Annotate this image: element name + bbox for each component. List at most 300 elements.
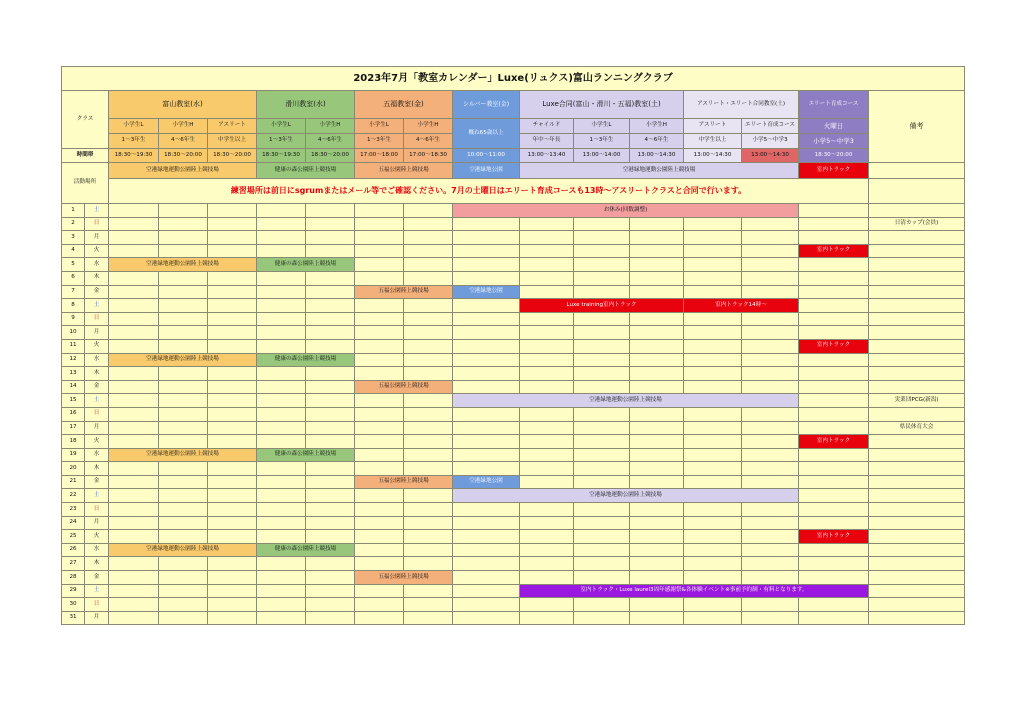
- empty-cell: [159, 285, 208, 299]
- empty-cell: [574, 448, 630, 462]
- empty-cell: [355, 530, 404, 544]
- empty-cell: [404, 217, 453, 231]
- venue-toyama: 空港緑地運動公園陸上競技場: [109, 163, 257, 179]
- grade-label: 小学5～中学3: [742, 134, 799, 149]
- grade-label: 1～3年生: [574, 134, 630, 149]
- empty-cell: [404, 204, 453, 218]
- empty-cell: [799, 571, 869, 585]
- empty-cell: [574, 503, 630, 517]
- empty-cell: [208, 516, 257, 530]
- day-row: [62, 299, 965, 313]
- empty-cell: [574, 543, 630, 557]
- remark-cell: [869, 231, 965, 245]
- empty-cell: [159, 299, 208, 313]
- empty-cell: [742, 258, 799, 272]
- empty-cell: [574, 271, 630, 285]
- empty-cell: [109, 312, 159, 326]
- empty-cell: [306, 312, 355, 326]
- event-cell: 五福公園陸上競技場: [355, 380, 453, 394]
- empty-cell: [453, 543, 520, 557]
- empty-cell: [404, 407, 453, 421]
- empty-cell: [742, 448, 799, 462]
- weekday: 日: [85, 217, 109, 231]
- empty-cell: [453, 258, 520, 272]
- empty-cell: [630, 530, 684, 544]
- venue-elite: 室内トラック: [799, 163, 869, 179]
- empty-cell: [574, 557, 630, 571]
- empty-cell: [109, 611, 159, 625]
- empty-cell: [742, 557, 799, 571]
- empty-cell: [257, 503, 306, 517]
- time-cell: 13:00～14:30: [742, 149, 799, 163]
- empty-cell: [208, 407, 257, 421]
- event-cell: 室内トラック: [799, 530, 869, 544]
- empty-cell: [869, 163, 965, 179]
- empty-cell: [630, 557, 684, 571]
- empty-cell: [520, 285, 574, 299]
- empty-cell: [159, 571, 208, 585]
- empty-cell: [355, 543, 404, 557]
- empty-cell: [257, 421, 306, 435]
- empty-cell: [742, 244, 799, 258]
- empty-cell: [630, 421, 684, 435]
- event-cell: 室内トラック: [799, 339, 869, 353]
- course-label: 小学生H: [306, 119, 355, 134]
- empty-cell: [574, 475, 630, 489]
- empty-cell: [574, 530, 630, 544]
- empty-cell: [630, 285, 684, 299]
- empty-cell: [742, 611, 799, 625]
- empty-cell: [109, 380, 159, 394]
- event-cell: 健康の森公園陸上競技場: [257, 543, 355, 557]
- empty-cell: [520, 407, 574, 421]
- empty-cell: [630, 271, 684, 285]
- empty-cell: [109, 530, 159, 544]
- empty-cell: [404, 339, 453, 353]
- empty-cell: [355, 353, 404, 367]
- empty-cell: [109, 489, 159, 503]
- empty-cell: [453, 584, 520, 598]
- empty-cell: [520, 258, 574, 272]
- empty-cell: [355, 407, 404, 421]
- empty-cell: [355, 299, 404, 313]
- empty-cell: [159, 380, 208, 394]
- empty-cell: [520, 326, 574, 340]
- empty-cell: [520, 462, 574, 476]
- course-label: チャイルド: [520, 119, 574, 134]
- empty-cell: [799, 231, 869, 245]
- empty-cell: [574, 407, 630, 421]
- empty-cell: [742, 543, 799, 557]
- empty-cell: [306, 503, 355, 517]
- event-cell: 室内トラック: [799, 435, 869, 449]
- empty-cell: [404, 326, 453, 340]
- empty-cell: [208, 571, 257, 585]
- empty-cell: [684, 312, 742, 326]
- empty-cell: [453, 271, 520, 285]
- venue-label: 活動場所: [62, 163, 109, 204]
- empty-cell: [684, 367, 742, 381]
- day-number: 4: [62, 244, 85, 258]
- empty-cell: [684, 448, 742, 462]
- empty-cell: [404, 598, 453, 612]
- empty-cell: [799, 380, 869, 394]
- remark-cell: [869, 448, 965, 462]
- day-number: 23: [62, 503, 85, 517]
- day-number: 21: [62, 475, 85, 489]
- empty-cell: [159, 530, 208, 544]
- grade-label: 4～6年生: [159, 134, 208, 149]
- empty-cell: [159, 489, 208, 503]
- empty-cell: [799, 557, 869, 571]
- day-number: 2: [62, 217, 85, 231]
- event-cell: 空港緑地運動公園陸上競技場: [453, 394, 799, 408]
- weekday: 日: [85, 407, 109, 421]
- empty-cell: [574, 367, 630, 381]
- empty-cell: [159, 326, 208, 340]
- empty-cell: [109, 394, 159, 408]
- empty-cell: [404, 299, 453, 313]
- empty-cell: [684, 503, 742, 517]
- time-cell: 18:30～19:30: [109, 149, 159, 163]
- empty-cell: [799, 271, 869, 285]
- empty-cell: [742, 217, 799, 231]
- venue-silver: 空港緑地公園: [453, 163, 520, 179]
- empty-cell: [208, 421, 257, 435]
- empty-cell: [574, 516, 630, 530]
- remark-cell: [869, 557, 965, 571]
- empty-cell: [257, 435, 306, 449]
- event-cell: Luxe training室内トラック: [520, 299, 684, 313]
- empty-cell: [799, 503, 869, 517]
- empty-cell: [159, 271, 208, 285]
- empty-cell: [574, 285, 630, 299]
- empty-cell: [799, 353, 869, 367]
- empty-cell: [799, 299, 869, 313]
- empty-cell: [742, 462, 799, 476]
- empty-cell: [520, 217, 574, 231]
- course-label: 概ね65歳以上: [453, 119, 520, 149]
- time-cell: 18:30～20:00: [208, 149, 257, 163]
- day-number: 8: [62, 299, 85, 313]
- empty-cell: [257, 598, 306, 612]
- event-cell: 空港緑地運動公園陸上競技場: [109, 543, 257, 557]
- empty-cell: [630, 462, 684, 476]
- empty-cell: [574, 326, 630, 340]
- empty-cell: [208, 299, 257, 313]
- empty-cell: [404, 353, 453, 367]
- weekday: 日: [85, 503, 109, 517]
- empty-cell: [574, 353, 630, 367]
- day-number: 11: [62, 339, 85, 353]
- empty-cell: [630, 312, 684, 326]
- weekday: 土: [85, 299, 109, 313]
- empty-cell: [742, 271, 799, 285]
- empty-cell: [404, 312, 453, 326]
- notes-label: 備考: [869, 91, 965, 163]
- course-label: 小学生H: [159, 119, 208, 134]
- empty-cell: [630, 516, 684, 530]
- event-cell: 空港緑地運動公園陸上競技場: [109, 448, 257, 462]
- empty-cell: [306, 584, 355, 598]
- time-label: 時間帯: [62, 149, 109, 163]
- empty-cell: [257, 339, 306, 353]
- day-row: [62, 367, 965, 381]
- weekday: 土: [85, 204, 109, 218]
- empty-cell: [799, 475, 869, 489]
- empty-cell: [208, 394, 257, 408]
- empty-cell: [355, 258, 404, 272]
- empty-cell: [159, 204, 208, 218]
- empty-cell: [404, 394, 453, 408]
- empty-cell: [630, 339, 684, 353]
- empty-cell: [109, 217, 159, 231]
- empty-cell: [257, 407, 306, 421]
- grade-label: 4～6年生: [630, 134, 684, 149]
- event-cell: 健康の森公園陸上競技場: [257, 448, 355, 462]
- grade-label: 1～3年生: [355, 134, 404, 149]
- empty-cell: [159, 611, 208, 625]
- remark-cell: [869, 299, 965, 313]
- empty-cell: [520, 557, 574, 571]
- empty-cell: [257, 489, 306, 503]
- day-row: [62, 231, 965, 245]
- empty-cell: [208, 271, 257, 285]
- empty-cell: [208, 557, 257, 571]
- empty-cell: [520, 339, 574, 353]
- event-cell: 室内トラック・Luxe laurel3周年感謝祭&各体験イベント※事前予約制・有料となります。: [520, 584, 869, 598]
- remark-cell: [869, 312, 965, 326]
- remark-cell: [869, 353, 965, 367]
- remark-cell: 日清カップ(会員): [869, 217, 965, 231]
- empty-cell: [520, 367, 574, 381]
- course-label: 小学生L: [355, 119, 404, 134]
- empty-cell: [574, 312, 630, 326]
- practice-notice: 練習場所は前日にsgrumまたはメール等でご確認ください。7月の土曜日はエリート育成コースも13時～アスリートクラスと合同で行います。: [109, 179, 869, 204]
- weekday: 月: [85, 326, 109, 340]
- course-label: アスリート: [208, 119, 257, 134]
- empty-cell: [306, 244, 355, 258]
- day-number: 3: [62, 231, 85, 245]
- empty-cell: [355, 557, 404, 571]
- empty-cell: [630, 598, 684, 612]
- remark-cell: [869, 611, 965, 625]
- empty-cell: [404, 584, 453, 598]
- empty-cell: [520, 543, 574, 557]
- empty-cell: [630, 543, 684, 557]
- empty-cell: [109, 204, 159, 218]
- empty-cell: [257, 380, 306, 394]
- empty-cell: [684, 462, 742, 476]
- empty-cell: [109, 244, 159, 258]
- empty-cell: [355, 611, 404, 625]
- event-cell: お休み(回数調整): [453, 204, 799, 218]
- empty-cell: [306, 475, 355, 489]
- grade-label: 小学5～中学3: [799, 134, 869, 149]
- empty-cell: [799, 258, 869, 272]
- empty-cell: [355, 367, 404, 381]
- empty-cell: [520, 475, 574, 489]
- empty-cell: [257, 557, 306, 571]
- classroom-athlete-elite: アスリート・エリート合同教室(土): [684, 91, 799, 119]
- empty-cell: [109, 503, 159, 517]
- empty-cell: [404, 516, 453, 530]
- empty-cell: [159, 394, 208, 408]
- course-label: 火曜日: [799, 119, 869, 134]
- remark-cell: [869, 407, 965, 421]
- empty-cell: [742, 231, 799, 245]
- day-row: [62, 543, 965, 557]
- empty-cell: [306, 571, 355, 585]
- day-number: 19: [62, 448, 85, 462]
- empty-cell: [257, 217, 306, 231]
- empty-cell: [109, 285, 159, 299]
- empty-cell: [355, 271, 404, 285]
- empty-cell: [404, 244, 453, 258]
- empty-cell: [630, 244, 684, 258]
- empty-cell: [159, 231, 208, 245]
- empty-cell: [208, 435, 257, 449]
- empty-cell: [799, 367, 869, 381]
- empty-cell: [306, 530, 355, 544]
- empty-cell: [306, 380, 355, 394]
- empty-cell: [208, 530, 257, 544]
- empty-cell: [208, 312, 257, 326]
- empty-cell: [109, 339, 159, 353]
- day-number: 12: [62, 353, 85, 367]
- empty-cell: [453, 326, 520, 340]
- empty-cell: [574, 258, 630, 272]
- empty-cell: [742, 475, 799, 489]
- empty-cell: [453, 421, 520, 435]
- empty-cell: [159, 462, 208, 476]
- day-row: [62, 571, 965, 585]
- empty-cell: [208, 489, 257, 503]
- empty-cell: [208, 367, 257, 381]
- empty-cell: [453, 462, 520, 476]
- empty-cell: [869, 179, 965, 204]
- weekday: 火: [85, 530, 109, 544]
- empty-cell: [159, 557, 208, 571]
- empty-cell: [453, 353, 520, 367]
- empty-cell: [257, 530, 306, 544]
- day-number: 1: [62, 204, 85, 218]
- empty-cell: [684, 231, 742, 245]
- empty-cell: [306, 367, 355, 381]
- time-cell: 13:00～13:40: [520, 149, 574, 163]
- empty-cell: [159, 584, 208, 598]
- empty-cell: [574, 244, 630, 258]
- empty-cell: [208, 611, 257, 625]
- day-row: [62, 598, 965, 612]
- empty-cell: [453, 244, 520, 258]
- empty-cell: [684, 285, 742, 299]
- empty-cell: [684, 516, 742, 530]
- empty-cell: [799, 394, 869, 408]
- day-number: 14: [62, 380, 85, 394]
- empty-cell: [742, 516, 799, 530]
- day-row: [62, 204, 965, 218]
- time-cell: 18:30～20:00: [306, 149, 355, 163]
- empty-cell: [159, 516, 208, 530]
- empty-cell: [630, 611, 684, 625]
- empty-cell: [799, 421, 869, 435]
- empty-cell: [404, 421, 453, 435]
- empty-cell: [306, 285, 355, 299]
- empty-cell: [453, 611, 520, 625]
- remark-cell: [869, 339, 965, 353]
- empty-cell: [208, 204, 257, 218]
- day-number: 18: [62, 435, 85, 449]
- empty-cell: [520, 598, 574, 612]
- remark-cell: [869, 571, 965, 585]
- empty-cell: [684, 543, 742, 557]
- class-label: クラス: [62, 91, 109, 149]
- weekday: 火: [85, 435, 109, 449]
- day-number: 26: [62, 543, 85, 557]
- empty-cell: [742, 326, 799, 340]
- empty-cell: [520, 271, 574, 285]
- empty-cell: [306, 421, 355, 435]
- empty-cell: [453, 380, 520, 394]
- empty-cell: [306, 326, 355, 340]
- empty-cell: [684, 258, 742, 272]
- time-cell: 18:30～20:00: [799, 149, 869, 163]
- empty-cell: [306, 271, 355, 285]
- time-cell: 17:00～18:00: [355, 149, 404, 163]
- day-number: 27: [62, 557, 85, 571]
- event-cell: 五福公園陸上競技場: [355, 285, 453, 299]
- empty-cell: [306, 231, 355, 245]
- empty-cell: [109, 407, 159, 421]
- empty-cell: [257, 244, 306, 258]
- remark-cell: [869, 380, 965, 394]
- empty-cell: [109, 435, 159, 449]
- empty-cell: [159, 244, 208, 258]
- empty-cell: [520, 448, 574, 462]
- weekday: 金: [85, 285, 109, 299]
- empty-cell: [257, 285, 306, 299]
- time-cell: 13:00～14:30: [630, 149, 684, 163]
- empty-cell: [630, 380, 684, 394]
- grade-label: 4～6年生: [404, 134, 453, 149]
- empty-cell: [306, 299, 355, 313]
- day-number: 5: [62, 258, 85, 272]
- empty-cell: [630, 571, 684, 585]
- empty-cell: [257, 312, 306, 326]
- day-row: [62, 516, 965, 530]
- weekday: 月: [85, 516, 109, 530]
- empty-cell: [742, 339, 799, 353]
- empty-cell: [574, 611, 630, 625]
- day-row: [62, 380, 965, 394]
- empty-cell: [684, 353, 742, 367]
- empty-cell: [109, 571, 159, 585]
- empty-cell: [404, 530, 453, 544]
- empty-cell: [684, 598, 742, 612]
- remark-cell: [869, 489, 965, 503]
- empty-cell: [742, 571, 799, 585]
- empty-cell: [109, 271, 159, 285]
- empty-cell: [159, 421, 208, 435]
- remark-cell: [869, 367, 965, 381]
- day-number: 25: [62, 530, 85, 544]
- event-cell: 室内トラック14時～: [684, 299, 799, 313]
- event-cell: 空港緑地運動公園陸上競技場: [453, 489, 799, 503]
- empty-cell: [208, 339, 257, 353]
- remark-cell: [869, 285, 965, 299]
- venue-gofuku: 五福公園陸上競技場: [355, 163, 453, 179]
